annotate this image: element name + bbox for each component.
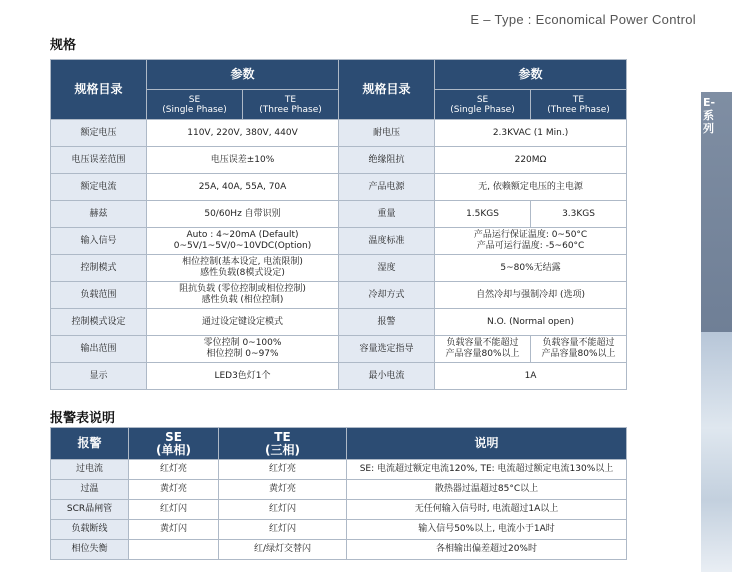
spec-value: 220MΩ: [435, 147, 627, 174]
alarm-row: [51, 500, 627, 520]
spec-label: 耐电压: [339, 120, 435, 147]
spec-header-se-left: [147, 90, 243, 120]
spec-label: 冷却方式: [339, 282, 435, 309]
te-label: TE: [572, 94, 585, 105]
spec-label: 负载范围: [51, 282, 147, 309]
spec-value-line: 产品运行保证温度: 0~50°C: [473, 230, 588, 240]
alarm-desc: 无任何输入信号时, 电流超过1A以上: [347, 500, 627, 520]
spec-label: 绝缘阻抗: [339, 147, 435, 174]
spec-row: [51, 255, 627, 282]
spec-value: 无, 依赖额定电压的主电源: [435, 174, 627, 201]
alarm-type: 相位失衡: [51, 540, 129, 560]
spec-label: 湿度: [339, 255, 435, 282]
alarm-desc: SE: 电流超过额定电流120%, TE: 电流超过额定电流130%以上: [347, 460, 627, 480]
se-label: SE: [188, 94, 201, 105]
spec-value: 50/60Hz 自带识别: [147, 201, 339, 228]
spec-value-line: 产品容量80%以上: [445, 349, 520, 359]
spec-header-category-left: 规格目录: [51, 60, 147, 120]
spec-label: 输出范围: [51, 336, 147, 363]
spec-value: 5~80%无结露: [435, 255, 627, 282]
te-label: TE: [274, 429, 291, 444]
te-label: TE: [284, 94, 297, 105]
spec-value-se: 1.5KGS: [435, 201, 531, 228]
spec-row: [51, 282, 627, 309]
spec-value: 110V, 220V, 380V, 440V: [147, 120, 339, 147]
spec-value-se: [435, 336, 531, 363]
spec-value-line: 产品可运行温度: -5~60°C: [476, 241, 585, 251]
alarm-desc: 输入信号50%以上, 电流小于1A时: [347, 520, 627, 540]
spec-value-line: 相位控制 0~97%: [206, 349, 279, 359]
alarm-te: 黄灯亮: [219, 480, 347, 500]
spec-table: [50, 59, 627, 390]
alarm-header-se: [129, 428, 219, 460]
spec-label: 产品电源: [339, 174, 435, 201]
alarm-type: 过电流: [51, 460, 129, 480]
alarm-section-title: 报警表说明: [50, 411, 116, 426]
spec-row: [51, 228, 627, 255]
spec-row: [51, 120, 627, 147]
se-label: SE: [476, 94, 489, 105]
spec-value: LED3色灯1个: [147, 363, 339, 390]
spec-label: 容量选定指导: [339, 336, 435, 363]
spec-row: [51, 363, 627, 390]
spec-value: 2.3KVAC (1 Min.): [435, 120, 627, 147]
spec-label: 温度标准: [339, 228, 435, 255]
spec-value-line: 0~5V/1~5V/0~10VDC(Option): [173, 241, 312, 251]
alarm-se: 黄灯闪: [129, 520, 219, 540]
alarm-row: [51, 520, 627, 540]
spec-label: 报警: [339, 309, 435, 336]
alarm-te: 红灯闪: [219, 520, 347, 540]
alarm-desc: 散热器过温超过85°C以上: [347, 480, 627, 500]
spec-header-params-left: 参数: [147, 60, 339, 90]
spec-label: 控制模式设定: [51, 309, 147, 336]
spec-label: 控制模式: [51, 255, 147, 282]
spec-value-line: Auto : 4~20mA (Default): [186, 230, 299, 240]
alarm-type: 过温: [51, 480, 129, 500]
se-label: SE: [165, 429, 182, 444]
spec-label: 额定电流: [51, 174, 147, 201]
side-image: [701, 332, 732, 572]
spec-header-te-left: [243, 90, 339, 120]
spec-section-title: 规格: [50, 38, 77, 53]
spec-value-line: 负载容量不能超过: [542, 338, 615, 348]
spec-value-line: 感性负载 (相位控制): [201, 295, 284, 305]
spec-label: 输入信号: [51, 228, 147, 255]
spec-row: [51, 336, 627, 363]
alarm-se: 黄灯亮: [129, 480, 219, 500]
alarm-type: 负载断线: [51, 520, 129, 540]
spec-label: 显示: [51, 363, 147, 390]
spec-value-te: [531, 336, 627, 363]
spec-value-te: 3.3KGS: [531, 201, 627, 228]
spec-value-line: 产品容量80%以上: [541, 349, 616, 359]
spec-label: 最小电流: [339, 363, 435, 390]
spec-row: [51, 147, 627, 174]
spec-value: 1A: [435, 363, 627, 390]
alarm-se: 红灯亮: [129, 460, 219, 480]
spec-header-se-right: [435, 90, 531, 120]
alarm-header-alarm: 报警: [51, 428, 129, 460]
spec-value: 自然冷却与强制冷却 (选项): [435, 282, 627, 309]
side-tab-label: E-系列: [703, 96, 716, 135]
spec-value-line: 感性负载(8模式设定): [200, 268, 285, 278]
spec-value-line: 阻抗负载 (零位控制或相位控制): [179, 284, 306, 294]
spec-value: [147, 228, 339, 255]
spec-value: 通过设定键设定模式: [147, 309, 339, 336]
spec-row: [51, 174, 627, 201]
alarm-te: 红灯亮: [219, 460, 347, 480]
alarm-te: 红/绿灯交替闪: [219, 540, 347, 560]
alarm-header-te: [219, 428, 347, 460]
spec-label: 重量: [339, 201, 435, 228]
header-title: E – Type : Economical Power Control: [470, 12, 696, 27]
spec-header-params-right: 参数: [435, 60, 627, 90]
spec-header-te-right: [531, 90, 627, 120]
spec-label: 额定电压: [51, 120, 147, 147]
se-sublabel: (Single Phase): [162, 104, 227, 115]
te-sublabel: (Three Phase): [547, 104, 610, 115]
spec-label: 电压误差范围: [51, 147, 147, 174]
alarm-te: 红灯闪: [219, 500, 347, 520]
alarm-row: [51, 540, 627, 560]
spec-header-category-right: 规格目录: [339, 60, 435, 120]
alarm-table: [50, 427, 627, 560]
alarm-row: [51, 460, 627, 480]
alarm-desc: 各相输出偏差超过20%时: [347, 540, 627, 560]
spec-value: N.O. (Normal open): [435, 309, 627, 336]
alarm-type: SCR晶闸管: [51, 500, 129, 520]
spec-row: [51, 309, 627, 336]
te-sublabel: (三相): [265, 442, 300, 457]
spec-value: [147, 282, 339, 309]
alarm-se: 红灯闪: [129, 500, 219, 520]
se-sublabel: (Single Phase): [450, 104, 515, 115]
spec-row: [51, 201, 627, 228]
spec-value-line: 负载容量不能超过: [446, 338, 519, 348]
spec-label: 赫兹: [51, 201, 147, 228]
te-sublabel: (Three Phase): [259, 104, 322, 115]
alarm-header-desc: 说明: [347, 428, 627, 460]
alarm-row: [51, 480, 627, 500]
spec-value: [147, 336, 339, 363]
spec-value: 电压误差±10%: [147, 147, 339, 174]
se-sublabel: (单相): [156, 442, 191, 457]
spec-value: [435, 228, 627, 255]
spec-value-line: 相位控制(基本设定, 电流限制): [182, 257, 303, 267]
spec-value: 25A, 40A, 55A, 70A: [147, 174, 339, 201]
spec-value-line: 零位控制 0~100%: [203, 338, 282, 348]
alarm-se: [129, 540, 219, 560]
spec-value: [147, 255, 339, 282]
